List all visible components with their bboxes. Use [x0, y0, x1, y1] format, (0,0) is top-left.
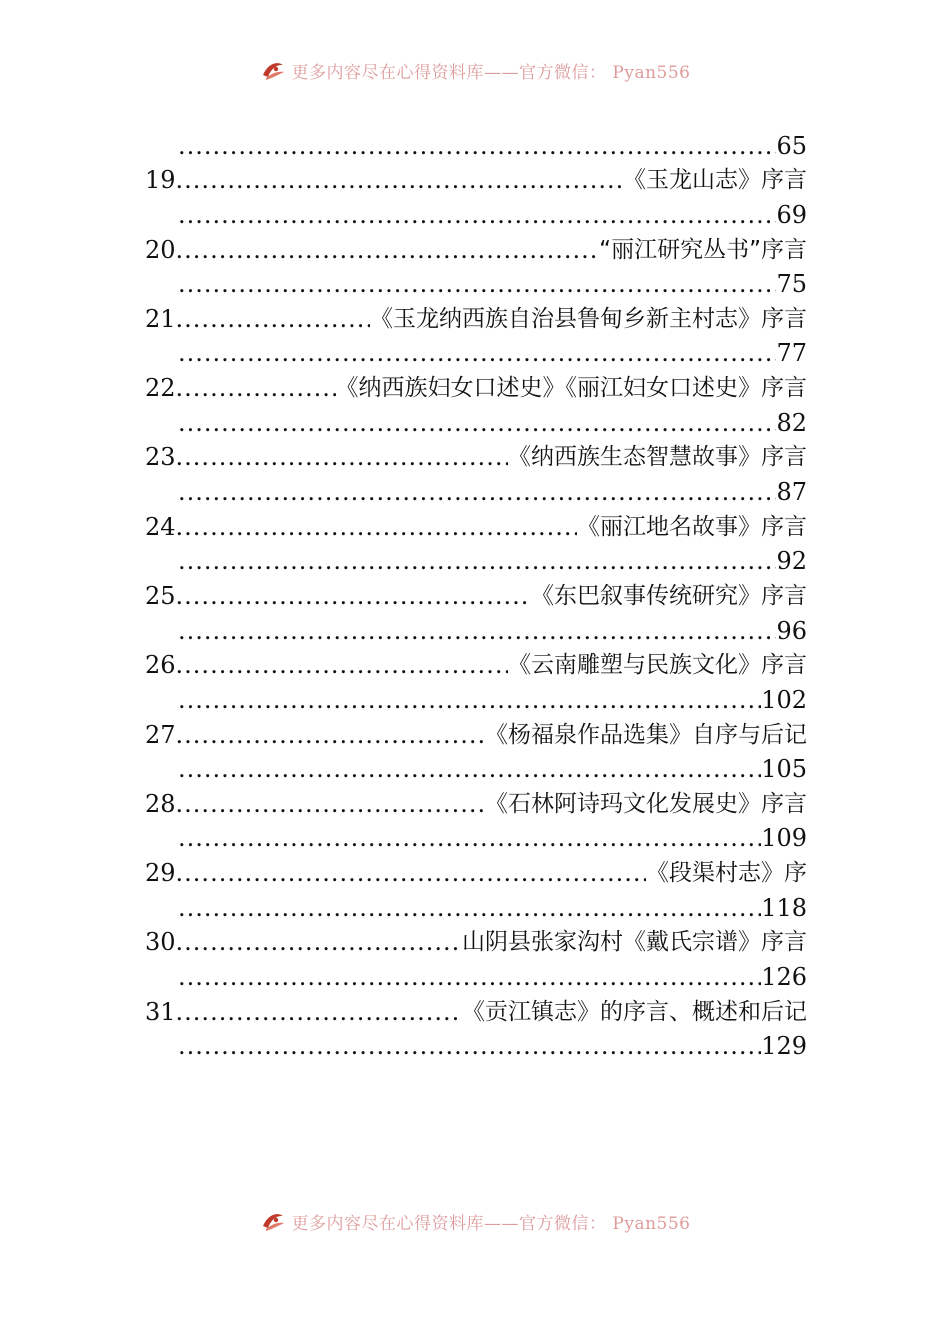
- toc-entry-title: 《玉龙纳西族自治县鲁甸乡新主村志》序言: [370, 305, 807, 332]
- toc-entry-title: 《纳西族妇女口述史》《丽江妇女口述史》序言: [335, 375, 807, 402]
- toc-leader-dots: [178, 821, 761, 855]
- toc-page-number: 77: [776, 339, 807, 368]
- toc-leader-dots: [178, 891, 761, 925]
- toc-leader-dots: [178, 960, 761, 994]
- toc-entry[interactable]: [145, 370, 807, 405]
- toc-entry-title: 《玉龙山志》序言: [623, 167, 807, 194]
- toc-leader-dots: [178, 544, 776, 578]
- toc-page-line: [145, 752, 807, 787]
- toc-entry-title: 《贡江镇志》的序言、概述和后记: [462, 998, 807, 1025]
- toc-page-number: 92: [776, 547, 807, 576]
- toc-entry-number: 22: [145, 374, 176, 403]
- toc-leader-dots: [178, 614, 776, 648]
- toc-leader-dots: [176, 163, 623, 197]
- toc-page-number: 69: [776, 200, 807, 229]
- toc-leader-dots: [178, 336, 776, 370]
- toc-leader-dots: [178, 198, 776, 232]
- toc-entry-number: 31: [145, 997, 176, 1026]
- toc-page-number: 75: [776, 270, 807, 299]
- toc-entry-title: 山阴县张家沟村《戴氏宗谱》序言: [462, 929, 807, 956]
- toc-page-number: 109: [761, 824, 807, 853]
- toc-entry-title: 《石林阿诗玛文化发展史》序言: [485, 790, 807, 817]
- toc-page-line: [145, 613, 807, 648]
- toc-entry-title: “丽江研究丛书”序言: [599, 236, 807, 263]
- toc-page-line: [145, 544, 807, 579]
- toc-entry-title: 《丽江地名故事》序言: [577, 513, 807, 540]
- toc-entry-number: 24: [145, 512, 176, 541]
- toc-page-line: [145, 682, 807, 717]
- toc-entry-title: 《纳西族生态智慧故事》序言: [508, 444, 807, 471]
- toc-page-number: 87: [776, 478, 807, 507]
- toc-entry[interactable]: [145, 440, 807, 475]
- toc-leader-dots: [176, 440, 508, 474]
- toc-entry[interactable]: [145, 855, 807, 890]
- toc-leader-dots: [176, 302, 370, 336]
- toc-page-number: 118: [761, 893, 807, 922]
- toc-page-line: [145, 890, 807, 925]
- toc-leader-dots: [178, 406, 776, 440]
- toc-leader-dots: [176, 371, 336, 405]
- toc-page-line: [145, 474, 807, 509]
- toc-page-number: 82: [776, 408, 807, 437]
- toc-page-line: [145, 128, 807, 163]
- footer-watermark: [0, 1206, 950, 1236]
- toc-entry-number: 25: [145, 581, 176, 610]
- toc-leader-dots: [176, 718, 485, 752]
- toc-entry[interactable]: [145, 301, 807, 336]
- toc-page-line: [145, 267, 807, 302]
- toc-entry-title: 《东巴叙事传统研究》序言: [531, 582, 807, 609]
- toc-page-number: 65: [776, 131, 807, 160]
- toc-entry[interactable]: [145, 925, 807, 960]
- toc-entry-number: 30: [145, 928, 176, 957]
- toc-entry-title: 《段渠村志》序: [646, 860, 807, 887]
- toc-entry[interactable]: [145, 648, 807, 683]
- logo-icon: [260, 59, 286, 81]
- toc-entry-number: 28: [145, 789, 176, 818]
- toc-page-line: [145, 336, 807, 371]
- toc-entry-number: 23: [145, 443, 176, 472]
- toc-entry[interactable]: [145, 163, 807, 198]
- toc-entry[interactable]: [145, 509, 807, 544]
- watermark-text: 更多内容尽在心得资料库——官方微信： Pyan556: [291, 62, 691, 83]
- watermark-text: 更多内容尽在心得资料库——官方微信： Pyan556: [291, 1213, 691, 1234]
- toc-leader-dots: [176, 579, 531, 613]
- logo-icon: [260, 1210, 286, 1232]
- toc-entry-title: 《杨福泉作品选集》自序与后记: [485, 721, 807, 748]
- toc-entry[interactable]: [145, 994, 807, 1029]
- toc-page-number: 126: [761, 963, 807, 992]
- toc-entry-number: 26: [145, 651, 176, 680]
- toc-page-line: [145, 959, 807, 994]
- toc-entry[interactable]: [145, 232, 807, 267]
- toc-page-number: 102: [761, 685, 807, 714]
- toc-entry-number: 27: [145, 720, 176, 749]
- toc-leader-dots: [176, 648, 508, 682]
- toc-page-number: 105: [761, 755, 807, 784]
- toc-entry-title: 《云南雕塑与民族文化》序言: [508, 652, 807, 679]
- toc-leader-dots: [176, 925, 462, 959]
- toc-leader-dots: [178, 1029, 761, 1063]
- toc-leader-dots: [178, 475, 776, 509]
- toc-page-line: [145, 1029, 807, 1064]
- toc-leader-dots: [176, 233, 600, 267]
- toc-page-line: [145, 821, 807, 856]
- toc-page-line: [145, 405, 807, 440]
- toc-page-line: [145, 197, 807, 232]
- toc-entry[interactable]: [145, 717, 807, 752]
- toc-leader-dots: [176, 510, 577, 544]
- toc-entry[interactable]: [145, 786, 807, 821]
- toc-leader-dots: [178, 267, 776, 301]
- toc-leader-dots: [178, 683, 761, 717]
- toc-page-number: 129: [761, 1032, 807, 1061]
- toc-page-number: 96: [776, 616, 807, 645]
- toc-entry-number: 29: [145, 859, 176, 888]
- toc-entry[interactable]: [145, 578, 807, 613]
- table-of-contents: [145, 128, 807, 1063]
- toc-leader-dots: [178, 752, 761, 786]
- toc-leader-dots: [178, 129, 776, 163]
- toc-leader-dots: [176, 995, 462, 1029]
- header-watermark: [0, 55, 950, 85]
- toc-entry-number: 21: [145, 304, 176, 333]
- toc-entry-number: 20: [145, 235, 176, 264]
- toc-leader-dots: [176, 787, 485, 821]
- toc-leader-dots: [176, 856, 646, 890]
- toc-entry-number: 19: [145, 166, 176, 195]
